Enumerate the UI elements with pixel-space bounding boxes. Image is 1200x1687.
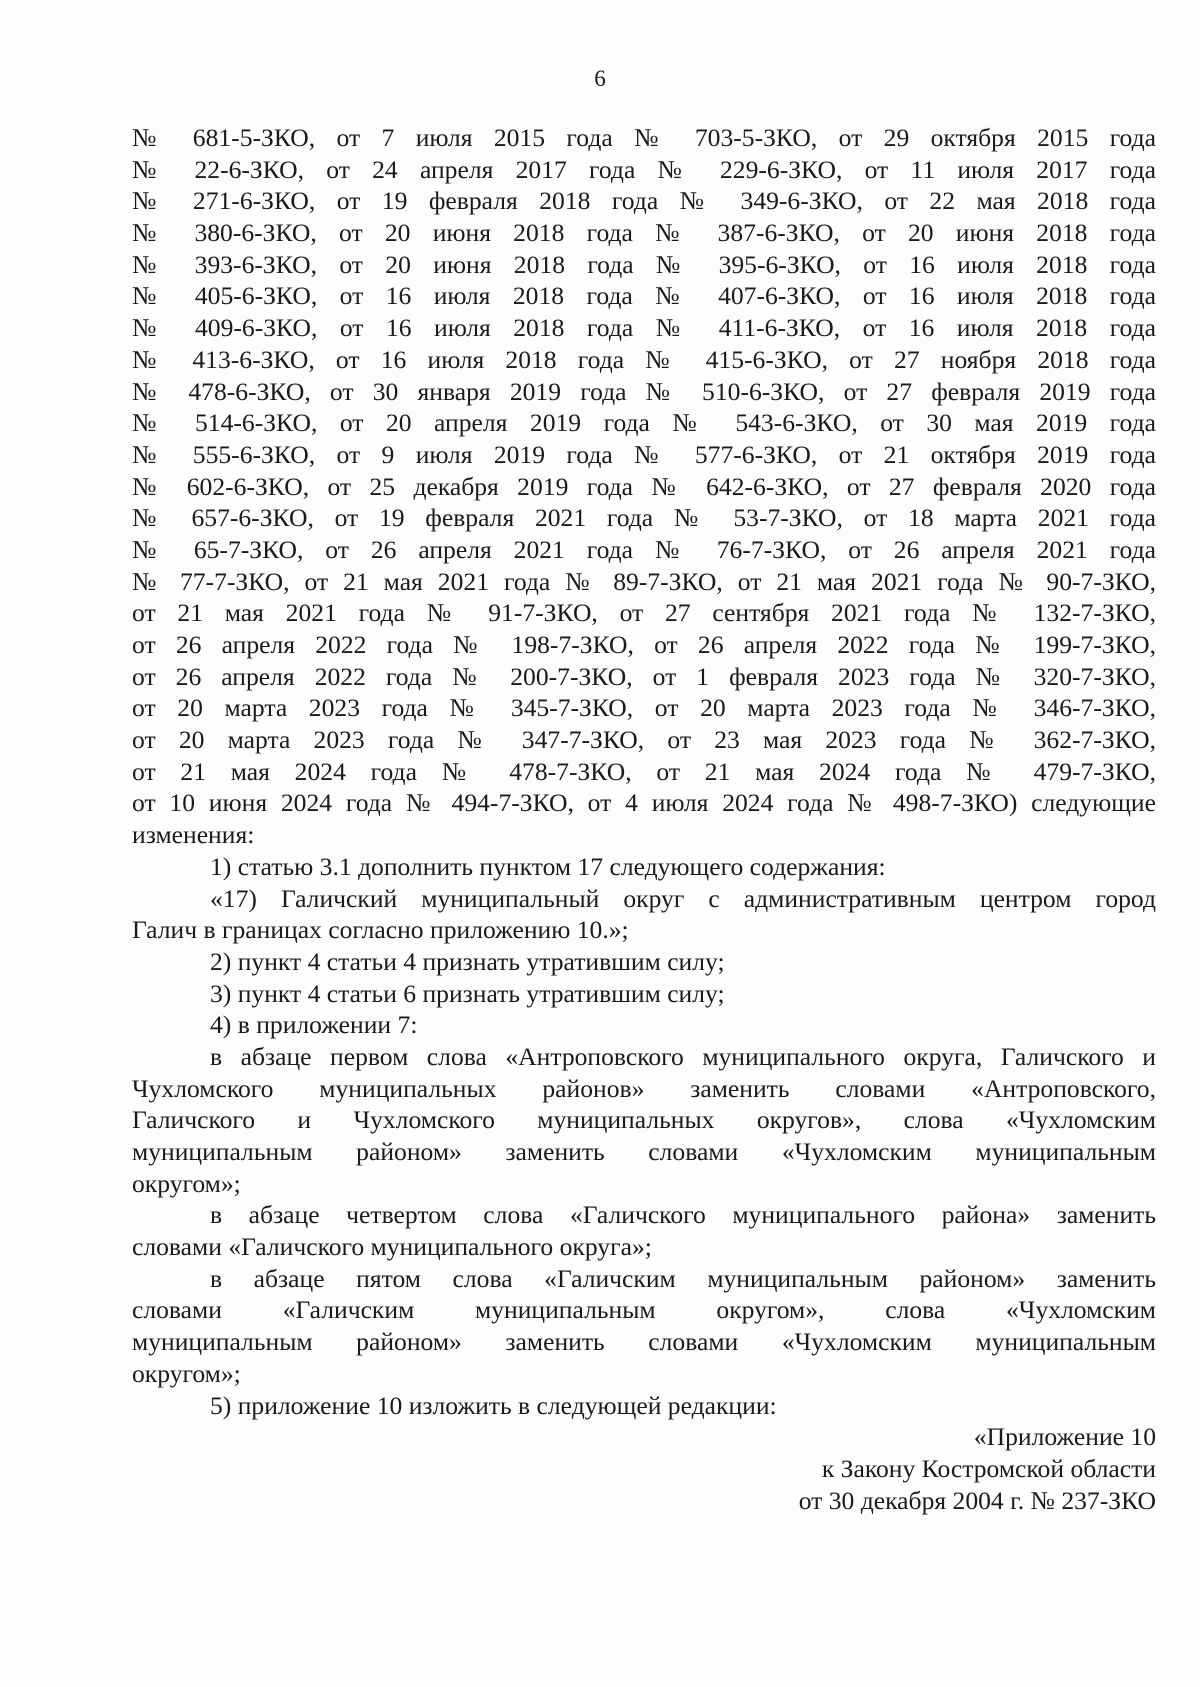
text-line: муниципальным районом» заменить словами «Чухломским муниципальным: [132, 1137, 1156, 1166]
text-line: от 10 июня 2024 года № 494-7-ЗКО, от 4 июля 2024 года № 498-7-ЗКО) следующие: [132, 788, 1156, 818]
text-line: от 20 марта 2023 года № 345-7-ЗКО, от 20 марта 2023 года № 346-7-ЗКО,: [132, 693, 1156, 723]
text-line: округом»;: [132, 1168, 241, 1198]
text-line: округом»;: [132, 1358, 241, 1388]
text-line: № 380-6-ЗКО, от 20 июня 2018 года № 387-6-ЗКО, от 20 июня 2018 года: [132, 218, 1156, 248]
text-line: № 405-6-ЗКО, от 16 июля 2018 года № 407-6-ЗКО, от 16 июля 2018 года: [132, 281, 1156, 311]
amendment-item-4: 4) в приложении 7:: [210, 1010, 418, 1040]
text-line: муниципальным районом» заменить словами «Чухломским муниципальным: [132, 1327, 1156, 1357]
text-line: словами «Галичским муниципальным округом», слова «Чухломским: [132, 1295, 1156, 1325]
amendment-item-1: 1) статью 3.1 дополнить пунктом 17 следующего содержания:: [210, 851, 886, 881]
page-number: 6: [594, 66, 606, 91]
text-line: изменения:: [132, 820, 255, 850]
text-line: от 26 апреля 2022 года № 200-7-ЗКО, от 1 февраля 2023 года № 320-7-ЗКО,: [132, 661, 1156, 691]
text-line: № 65-7-ЗКО, от 26 апреля 2021 года № 76-7-ЗКО, от 26 апреля 2021 года: [132, 534, 1156, 564]
text-line: № 393-6-ЗКО, от 20 июня 2018 года № 395-6-ЗКО, от 16 июля 2018 года: [132, 249, 1156, 279]
text-line: «17) Галичский муниципальный округ с административным центром город: [210, 883, 1156, 913]
appendix-law-reference: к Закону Костромской области: [821, 1453, 1156, 1483]
text-line: № 409-6-ЗКО, от 16 июля 2018 года № 411-6-ЗКО, от 16 июля 2018 года: [132, 313, 1156, 343]
text-line: № 478-6-ЗКО, от 30 января 2019 года № 510-6-ЗКО, от 27 февраля 2019 года: [132, 376, 1156, 406]
text-line: № 555-6-ЗКО, от 9 июля 2019 года № 577-6-ЗКО, от 21 октября 2019 года: [132, 439, 1156, 469]
amendment-item-5: 5) приложение 10 изложить в следующей редакции:: [210, 1390, 777, 1420]
text-line: Галич в границах согласно приложению 10.»;: [132, 915, 629, 945]
appendix-title: «Приложение 10: [973, 1422, 1156, 1452]
text-line: № 514-6-ЗКО, от 20 апреля 2019 года № 543-6-ЗКО, от 30 мая 2019 года: [132, 408, 1156, 438]
text-line: Чухломского муниципальных районов» заменить словами «Антроповского,: [132, 1073, 1156, 1103]
text-line: № 413-6-ЗКО, от 16 июля 2018 года № 415-6-ЗКО, от 27 ноября 2018 года: [132, 344, 1156, 374]
text-line: № 657-6-ЗКО, от 19 февраля 2021 года № 53-7-ЗКО, от 18 марта 2021 года: [132, 503, 1156, 533]
text-line: № 77-7-ЗКО, от 21 мая 2021 года № 89-7-ЗКО, от 21 мая 2021 года № 90-7-ЗКО,: [132, 566, 1156, 596]
document-body: [132, 122, 1156, 1516]
text-line: от 26 апреля 2022 года № 198-7-ЗКО, от 26 апреля 2022 года № 199-7-ЗКО,: [132, 630, 1156, 659]
text-line: в абзаце первом слова «Антроповского муниципального округа, Галичского и: [210, 1041, 1156, 1071]
text-line: словами «Галичского муниципального округа»;: [132, 1232, 652, 1262]
text-line: от 21 мая 2021 года № 91-7-ЗКО, от 27 сентября 2021 года № 132-7-ЗКО,: [132, 598, 1156, 628]
text-line: № 22-6-ЗКО, от 24 апреля 2017 года № 229-6-ЗКО, от 11 июля 2017 года: [132, 154, 1156, 184]
text-line: в абзаце пятом слова «Галичским муниципальным районом» заменить: [210, 1263, 1156, 1293]
amendment-item-3: 3) пункт 4 статьи 6 признать утратившим силу;: [210, 978, 725, 1008]
appendix-law-date: от 30 декабря 2004 г. № 237-ЗКО: [798, 1485, 1156, 1515]
text-line: от 20 марта 2023 года № 347-7-ЗКО, от 23 мая 2023 года № 362-7-ЗКО,: [132, 725, 1156, 755]
text-line: от 21 мая 2024 года № 478-7-ЗКО, от 21 мая 2024 года № 479-7-ЗКО,: [132, 756, 1156, 786]
text-line: № 602-6-ЗКО, от 25 декабря 2019 года № 642-6-ЗКО, от 27 февраля 2020 года: [132, 471, 1156, 501]
text-line: в абзаце четвертом слова «Галичского муниципального района» заменить: [210, 1200, 1156, 1230]
amendment-item-2: 2) пункт 4 статьи 4 признать утратившим силу;: [210, 946, 725, 976]
text-line: № 681-5-ЗКО, от 7 июля 2015 года № 703-5-ЗКО, от 29 октября 2015 года: [132, 123, 1156, 152]
text-line: Галичского и Чухломского муниципальных округов», слова «Чухломским: [132, 1105, 1156, 1135]
text-line: № 271-6-ЗКО, от 19 февраля 2018 года № 349-6-ЗКО, от 22 мая 2018 года: [132, 186, 1156, 216]
